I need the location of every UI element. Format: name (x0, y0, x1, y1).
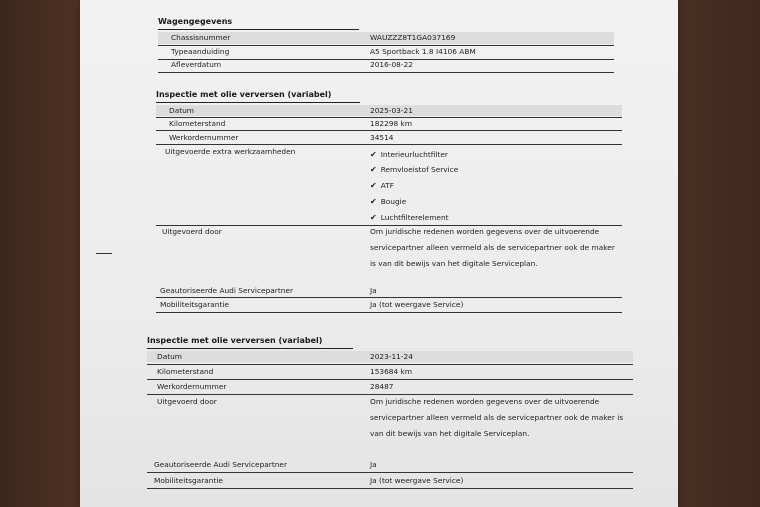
extras-label: Uitgevoerde extra werkzaamheden (165, 147, 296, 156)
row-value: Ja (tot weergave Service) (370, 476, 464, 485)
checkmark-icon: ✔ (370, 150, 377, 159)
vehicle-section (158, 17, 614, 77)
inspection-2-title: Inspectie met olie verversen (variabel) (147, 336, 353, 349)
row-value: 28487 (370, 382, 394, 391)
inspection-section-1 (156, 90, 622, 316)
margin-dash (96, 253, 112, 254)
list-item: ✔ ATF (370, 181, 394, 190)
row-label: Afleverdatum (171, 60, 222, 69)
row-value: Ja (370, 460, 377, 469)
list-item: ✔ Luchtfilterelement (370, 213, 449, 222)
row-label: Datum (169, 106, 195, 115)
performed-by-text: Om juridische redenen worden gegevens over de uitvoerende servicepartner alleen vermeld als de servicepartner ook de maker is van dit bewijs van het digitale Serviceplan. (370, 397, 624, 438)
row-label: Werkordernummer (169, 133, 239, 142)
row-value: 182298 km (370, 119, 413, 128)
row-value: A5 Sportback 1.8 I4106 ABM (370, 47, 476, 56)
row-label: Kilometerstand (169, 119, 226, 128)
row-label: Geautoriseerde Audi Servicepartner (154, 460, 288, 469)
row-value: 2023-11-24 (370, 352, 413, 361)
inspection-1-title: Inspectie met olie verversen (variabel) (156, 90, 360, 103)
row-label: Kilometerstand (157, 367, 214, 376)
row-label: Typeaanduiding (171, 47, 230, 56)
list-item: ✔ Remvloeistof Service (370, 165, 459, 174)
performed-by-text: Om juridische redenen worden gegevens over de uitvoerende servicepartner alleen vermeld als de servicepartner ook de maker is van dit bewijs van het digitale Serviceplan. (370, 227, 615, 268)
row-label: Mobiliteitsgarantie (154, 476, 223, 485)
row-value: 2016-08-22 (370, 60, 413, 69)
checkmark-icon: ✔ (370, 197, 377, 206)
checkmark-icon: ✔ (370, 181, 377, 190)
inspection-section-2 (147, 336, 633, 496)
list-item: ✔ Bougie (370, 197, 407, 206)
performed-by-label: Uitgevoerd door (157, 397, 217, 406)
row-label: Datum (157, 352, 183, 361)
row-value: 153684 km (370, 367, 413, 376)
row-label: Geautoriseerde Audi Servicepartner (160, 286, 294, 295)
row-label: Chassisnummer (171, 33, 231, 42)
vehicle-section-title: Wagengegevens (158, 17, 359, 30)
row-value: WAUZZZ8T1GA037169 (370, 33, 456, 42)
performed-by-label: Uitgevoerd door (162, 227, 222, 236)
checkmark-icon: ✔ (370, 213, 377, 222)
checkmark-icon: ✔ (370, 165, 377, 174)
row-label: Mobiliteitsgarantie (160, 300, 229, 309)
list-item: ✔ Interieurluchtfilter (370, 150, 448, 159)
row-value: 2025-03-21 (370, 106, 413, 115)
row-value: Ja (tot weergave Service) (370, 300, 464, 309)
row-value: Ja (370, 286, 377, 295)
row-value: 34514 (370, 133, 394, 142)
row-label: Werkordernummer (157, 382, 227, 391)
